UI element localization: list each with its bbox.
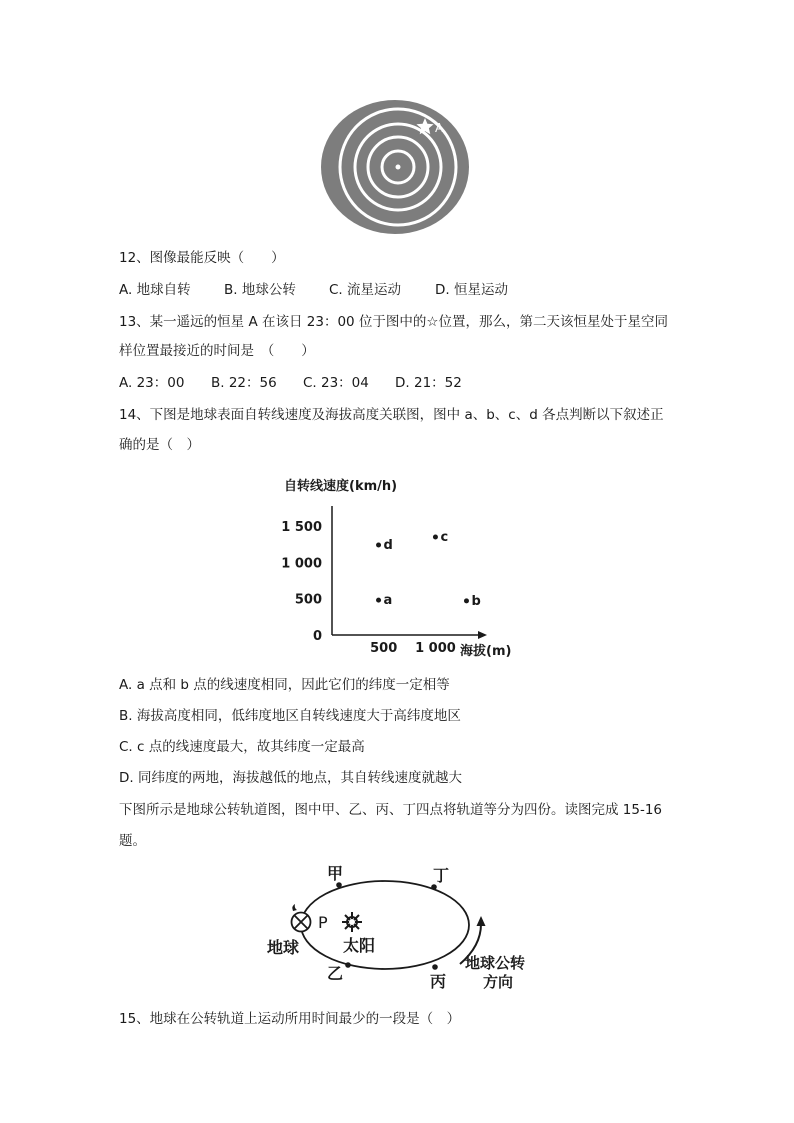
q15-stem: 15、地球在公转轨道上运动所用时间最少的一段是（ ）	[119, 1011, 461, 1027]
data-point-c	[433, 535, 438, 540]
data-point-d	[376, 543, 381, 548]
speed-altitude-chart	[270, 468, 530, 668]
earth-orbit-figure	[255, 862, 555, 997]
q14-option-c[interactable]: C. c 点的线速度最大，故其纬度一定最高	[119, 739, 365, 755]
point-yi-dot	[345, 962, 351, 968]
q12-option-d[interactable]: D. 恒星运动	[435, 282, 508, 298]
data-point-label-d: d	[383, 538, 393, 554]
y-tick-label: 1 000	[281, 556, 322, 572]
y-tick-label: 500	[294, 592, 322, 608]
star-a-label: A	[435, 121, 444, 135]
q13-option-c[interactable]: C. 23：04	[303, 375, 369, 391]
passage-line1: 下图所示是地球公转轨道图，图中甲、乙、丙、丁四点将轨道等分为四份。读图完成 15-16	[119, 802, 663, 818]
q14-option-b[interactable]: B. 海拔高度相同，低纬度地区自转线速度大于高纬度地区	[119, 708, 461, 724]
star-trail-figure	[318, 100, 472, 240]
q13-option-a[interactable]: A. 23：00	[119, 375, 185, 391]
x-tick-label: 1 000	[415, 641, 456, 656]
point-ding-label: 丁	[433, 866, 450, 885]
y-tick-label: 1 500	[281, 520, 322, 536]
earth-label: 地球	[267, 938, 300, 957]
sun-label: 太阳	[343, 936, 376, 955]
point-jia-dot	[336, 882, 342, 888]
sun-icon	[342, 912, 362, 932]
q14-stem-line2: 确的是（ ）	[119, 437, 200, 453]
data-point-b	[464, 598, 469, 603]
x-tick-label: 500	[370, 641, 398, 656]
point-p-label: P	[318, 913, 328, 932]
chart-ylabel: 自转线速度(km/h)	[284, 479, 398, 494]
q12-option-b[interactable]: B. 地球公转	[224, 282, 296, 298]
q14-stem-line1: 14、下图是地球表面自转线速度及海拔高度关联图，图中 a、b、c、d 各点判断以下叙述正	[119, 407, 664, 423]
point-bing-dot	[432, 964, 438, 970]
q13-option-d[interactable]: D. 21：52	[395, 375, 462, 391]
point-yi-label: 乙	[327, 964, 344, 983]
q12-option-c[interactable]: C. 流星运动	[329, 282, 402, 298]
q13-options	[119, 374, 462, 392]
data-point-label-b: b	[471, 593, 481, 609]
q14-option-d[interactable]: D. 同纬度的两地，海拔越低的地点，其自转线速度就越大	[119, 770, 462, 786]
night-sky-disk	[321, 100, 469, 234]
q14-option-a[interactable]: A. a 点和 b 点的线速度相同，因此它们的纬度一定相等	[119, 677, 450, 693]
q13-option-b[interactable]: B. 22：56	[211, 375, 277, 391]
point-jia-label: 甲	[327, 864, 344, 883]
passage-line2: 题。	[119, 833, 146, 849]
point-ding-dot	[431, 884, 437, 890]
q13-stem-line1: 13、某一遥远的恒星 A 在该日 23：00 位于图中的☆位置，那么，第二天该恒星处于星空同	[119, 314, 669, 330]
x-axis-arrow	[478, 631, 487, 639]
point-bing-label: 丙	[430, 972, 447, 991]
direction-label-line1: 地球公转	[465, 954, 526, 972]
y-tick-label: 0	[312, 629, 322, 644]
q12-stem: 12、图像最能反映（ ）	[119, 250, 285, 266]
q12-option-a[interactable]: A. 地球自转	[119, 282, 191, 298]
data-point-label-a: a	[383, 593, 393, 609]
data-point-a	[376, 598, 381, 603]
direction-label-line2: 方向	[483, 973, 514, 991]
pole-star	[396, 165, 401, 170]
data-point-label-c: c	[440, 530, 449, 546]
q13-stem-line2: 样位置最接近的时间是 （ ）	[119, 343, 315, 359]
direction-arrowhead-icon	[477, 916, 486, 926]
q12-options	[119, 281, 508, 299]
chart-xlabel: 海拔(m)	[460, 644, 512, 659]
